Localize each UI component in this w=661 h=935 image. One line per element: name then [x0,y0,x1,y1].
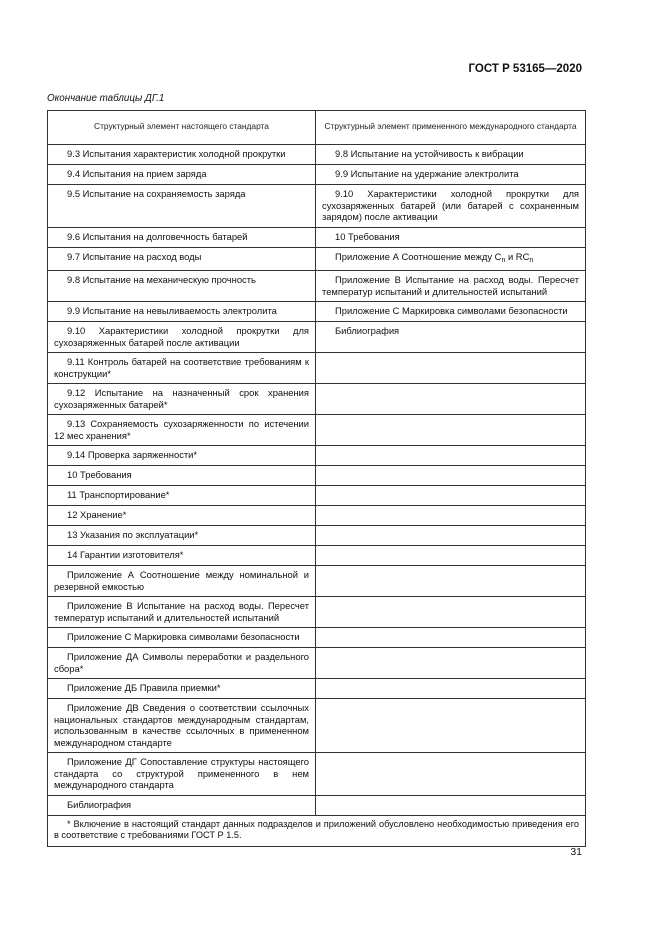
cell-international [316,247,586,271]
table-row [48,466,586,486]
cell-international [316,648,586,679]
table-row [48,795,586,815]
table-row [48,145,586,165]
table-row [48,506,586,526]
table-caption: Окончание таблицы ДГ.1 [47,93,165,104]
subscript: n [501,256,506,264]
table-header-row [48,111,586,145]
cell-national: 9.4 Испытания на прием заряда [48,165,316,185]
subscript: n [529,256,534,264]
table-row [48,384,586,415]
table-row [48,185,586,228]
cell-national: 9.11 Контроль батарей на соответствие требованиям к конструкции* [48,353,316,384]
cell-international: 9.9 Испытание на удержание электролита [316,165,586,185]
cell-national: Библиография [48,795,316,815]
table-row [48,353,586,384]
cell-international [316,526,586,546]
cell-international [316,597,586,628]
table-row [48,247,586,271]
cell-national: 9.6 Испытания на долговечность батарей [48,227,316,247]
cell-national: Приложение ДА Символы переработки и раздельного сбора* [48,648,316,679]
table-row [48,227,586,247]
cell-international [316,384,586,415]
table-row [48,446,586,466]
cell-text: и RC [505,250,530,262]
column-header-international: Структурный элемент примененного международного стандарта [316,111,586,145]
cell-national: 9.13 Сохраняемость сухозаряженности по истечении 12 мес хранения* [48,415,316,446]
cell-national: Приложение ДВ Сведения о соответствии ссылочных национальных стандартов международным стандартам, использованным в качестве ссылочных в примененном международном стандарте [48,699,316,753]
cell-national: 9.8 Испытание на механическую прочность [48,271,316,302]
cell-international: Приложение В Испытание на расход воды. Пересчет температур испытаний и длительностей испытаний [316,271,586,302]
cell-international [316,628,586,648]
table-row [48,302,586,322]
cell-international: 10 Требования [316,227,586,247]
table-row [48,526,586,546]
cell-international [316,506,586,526]
cell-international [316,566,586,597]
cell-text: Приложение А Соотношение между C [335,250,502,262]
cell-international [316,679,586,699]
cell-international [316,486,586,506]
cell-international [316,546,586,566]
cell-international: Библиография [316,322,586,353]
cell-international [316,699,586,753]
cell-international: 9.8 Испытание на устойчивость к вибрации [316,145,586,165]
table-row [48,566,586,597]
cell-national: 9.7 Испытание на расход воды [48,247,316,271]
cell-national: Приложение ДБ Правила приемки* [48,679,316,699]
cell-national: 9.9 Испытание на невыливаемость электролита [48,302,316,322]
comparison-table [47,110,586,847]
cell-national: 12 Хранение* [48,506,316,526]
cell-international: 9.10 Характеристики холодной прокрутки для сухозаряженных батарей (или батарей с сохраненным зарядом) после активации [316,185,586,228]
cell-international [316,466,586,486]
table-row [48,486,586,506]
cell-national: Приложение С Маркировка символами безопасности [48,628,316,648]
cell-national: 9.14 Проверка заряженности* [48,446,316,466]
table-row [48,415,586,446]
cell-national: Приложение В Испытание на расход воды. Пересчет температур испытаний и длительностей испытаний [48,597,316,628]
table-row [48,628,586,648]
page-number: 31 [570,846,582,858]
table-row [48,271,586,302]
table-row [48,648,586,679]
cell-international [316,446,586,466]
cell-national: 14 Гарантии изготовителя* [48,546,316,566]
cell-national: 10 Требования [48,466,316,486]
table-row [48,165,586,185]
cell-international [316,795,586,815]
table-row [48,753,586,796]
cell-national: Приложение А Соотношение между номинальной и резервной емкостью [48,566,316,597]
cell-national: Приложение ДГ Сопоставление структуры настоящего стандарта со структурой примененного в нем международного стандарта [48,753,316,796]
cell-national: 13 Указания по эксплуатации* [48,526,316,546]
cell-national: 9.3 Испытания характеристик холодной прокрутки [48,145,316,165]
cell-national: 9.5 Испытание на сохраняемость заряда [48,185,316,228]
cell-national: 9.12 Испытание на назначенный срок хранения сухозаряженных батарей* [48,384,316,415]
document-id: ГОСТ Р 53165—2020 [468,63,582,75]
table-footnote: * Включение в настоящий стандарт данных подразделов и приложений обусловлено необходимостью приведения его в соответствие с требованиями ГОСТ Р 1.5. [48,815,586,846]
table-row [48,597,586,628]
table-row [48,699,586,753]
cell-international: Приложение С Маркировка символами безопасности [316,302,586,322]
cell-international [316,415,586,446]
table-row [48,679,586,699]
column-header-national: Структурный элемент настоящего стандарта [48,111,316,145]
cell-national: 11 Транспортирование* [48,486,316,506]
table-row [48,546,586,566]
cell-international [316,353,586,384]
table-row [48,322,586,353]
footnote-row [48,815,586,846]
cell-national: 9.10 Характеристики холодной прокрутки для сухозаряженных батарей после активации [48,322,316,353]
cell-international [316,753,586,796]
